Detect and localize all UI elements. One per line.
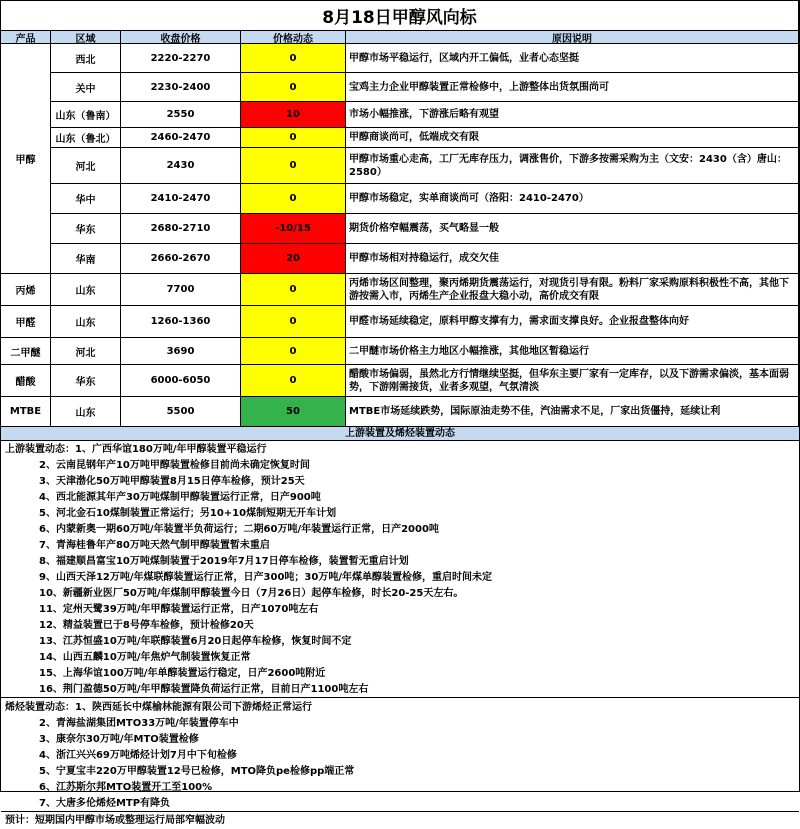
olefin-item-text: 1、陕西延长中煤榆林能源有限公司下游烯烃正常运行 — [75, 702, 312, 713]
row-change: 0 — [241, 128, 346, 148]
upstream-item-text: 1、广西华谊180万吨/年甲醇装置平稳运行 — [75, 444, 267, 455]
product-acetic-acid: 醋酸 — [1, 365, 51, 397]
header-change: 价格动态 — [241, 31, 346, 44]
row-change: 0 — [241, 184, 346, 214]
upstream-item: 10、新疆新业医厂50万吨/年煤制甲醇装置今日（7月26日）起停车检修，时长20-25天左右。 — [39, 588, 464, 599]
upstream-item: 3、天津渤化50万吨甲醇装置8月15日停车检修，预计25天 — [39, 476, 305, 487]
row-reason: 二甲醚市场价格主力地区小幅推涨，其他地区暂稳运行 — [346, 338, 799, 365]
olefin-item: 2、青海盐湖集团MTO33万吨/年装置停车中 — [39, 718, 239, 729]
upstream-item: 14、山西五麟10万吨/年焦炉气制装置恢复正常 — [39, 652, 251, 663]
row-change: 0 — [241, 338, 346, 365]
row-reason: 甲醇商谈尚可，低端成交有限 — [346, 128, 799, 148]
row-price: 6000-6050 — [121, 365, 241, 397]
row-change: 20 — [241, 244, 346, 274]
upstream-item: 5、河北金石10煤制装置正常运行；另10+10煤制短期无开车计划 — [39, 508, 337, 519]
row-region: 关中 — [51, 73, 121, 102]
row-change: 10 — [241, 102, 346, 128]
row-region: 山东（鲁南） — [51, 102, 121, 128]
product-methanol: 甲醇 — [1, 44, 51, 274]
row-reason: 期货价格窄幅震荡，买气略显一般 — [346, 214, 799, 244]
row-price: 2430 — [121, 148, 241, 184]
upstream-item: 9、山西天泽12万吨/年煤联醇装置运行正常，日产300吨；30万吨/年煤单醇装置检修，重启时间未定 — [39, 572, 492, 583]
row-change: 0 — [241, 148, 346, 184]
row-price: 2410-2470 — [121, 184, 241, 214]
row-region: 山东 — [51, 306, 121, 338]
row-change: 0 — [241, 306, 346, 338]
row-region: 华南 — [51, 244, 121, 274]
row-reason: MTBE市场延续跌势，国际原油走势不佳，汽油需求不足，厂家出货僵持，延续让利 — [346, 397, 799, 427]
row-price: 2550 — [121, 102, 241, 128]
upstream-item-label: 上游装置动态： — [5, 444, 75, 455]
row-region: 河北 — [51, 148, 121, 184]
row-region: 山东（鲁北） — [51, 128, 121, 148]
row-price: 5500 — [121, 397, 241, 427]
upstream-item: 11、定州天鹭39万吨/年甲醇装置运行正常，日产1070吨左右 — [39, 604, 319, 615]
upstream-item: 13、江苏恒盛10万吨/年联醇装置6月20日起停车检修，恢复时间不定 — [39, 636, 352, 647]
upstream-item: 2、云南昆钢年产10万吨甲醇装置检修目前尚未确定恢复时间 — [39, 460, 310, 471]
olefin-item-label: 烯烃装置动态： — [5, 702, 75, 713]
row-reason: 甲醇市场平稳运行，区域内开工偏低，业者心态坚挺 — [346, 44, 799, 73]
upstream-item: 4、西北能源其年产30万吨煤制甲醇装置运行正常，日产900吨 — [39, 492, 321, 503]
row-price: 7700 — [121, 274, 241, 306]
row-region: 山东 — [51, 397, 121, 427]
olefin-item — [1, 699, 799, 716]
olefin-item: 4、浙江兴兴69万吨烯烃计划7月中下旬检修 — [39, 750, 237, 761]
header-product: 产品 — [1, 31, 51, 44]
row-price: 2230-2400 — [121, 73, 241, 102]
row-price: 2220-2270 — [121, 44, 241, 73]
header-price: 收盘价格 — [121, 31, 241, 44]
row-region: 山东 — [51, 274, 121, 306]
forecast-text: 预计：短期国内甲醇市场或整理运行局部窄幅波动 — [5, 815, 225, 826]
section-title: 上游装置及烯烃装置动态 — [1, 427, 799, 441]
olefin-item: 7、大唐多伦烯烃MTP有降负 — [1, 795, 799, 812]
upstream-item: 7、青海桂鲁年产80万吨天然气制甲醇装置暂未重启 — [39, 540, 270, 551]
row-change: 50 — [241, 397, 346, 427]
olefin-item: 3、康奈尔30万吨/年MTO装置检修 — [39, 734, 199, 745]
page-title: 8月18日甲醇风向标 — [1, 1, 799, 31]
row-change: -10/15 — [241, 214, 346, 244]
header-region: 区域 — [51, 31, 121, 44]
row-price: 2680-2710 — [121, 214, 241, 244]
olefin-item: 5、宁夏宝丰220万甲醇装置12号已检修，MTO降负pe检修pp端正常 — [39, 766, 355, 777]
row-reason: 丙烯市场区间整理，聚丙烯期货震荡运行，对现货引导有限。粉料厂家采购原料积极性不高，其他下游按需入市，丙烯生产企业报盘大稳小动，高价成交有限 — [346, 274, 799, 306]
row-region: 河北 — [51, 338, 121, 365]
row-region: 华东 — [51, 365, 121, 397]
row-reason: 甲醛市场延续稳定，原料甲醇支撑有力，需求面支撑良好。企业报盘整体向好 — [346, 306, 799, 338]
upstream-item: 15、上海华谊100万吨/年单醇装置运行稳定，日产2600吨附近 — [39, 668, 326, 679]
row-reason: 甲醇市场相对持稳运行，成交欠佳 — [346, 244, 799, 274]
row-price: 2660-2670 — [121, 244, 241, 274]
row-reason: 甲醇市场重心走高，工厂无库存压力，调涨售价，下游多按需采购为主（文安：2430（含）唐山：2580） — [346, 148, 799, 184]
row-reason: 市场小幅推涨，下游涨后略有观望 — [346, 102, 799, 128]
row-reason: 甲醇市场稳定，实单商谈尚可（洛阳：2410-2470） — [346, 184, 799, 214]
row-price: 1260-1360 — [121, 306, 241, 338]
row-reason: 宝鸡主力企业甲醇装置正常检修中，上游整体出货氛围尚可 — [346, 73, 799, 102]
product-mtbe: MTBE — [1, 397, 51, 427]
row-reason: 醋酸市场偏弱，虽然北方行情继续坚挺，但华东主要厂家有一定库存，以及下游需求偏淡，基本面弱势，下游刚需接货，业者多观望，气氛清淡 — [346, 365, 799, 397]
row-change: 0 — [241, 274, 346, 306]
olefin-item: 6、江苏斯尔邦MTO装置开工至100% — [39, 782, 213, 793]
row-region: 华东 — [51, 214, 121, 244]
row-change: 0 — [241, 44, 346, 73]
row-price: 3690 — [121, 338, 241, 365]
row-change: 0 — [241, 365, 346, 397]
row-price: 2460-2470 — [121, 128, 241, 148]
product-propylene: 丙烯 — [1, 274, 51, 306]
upstream-item — [1, 441, 799, 458]
upstream-item: 16、荆门盈德50万吨/年甲醇装置降负荷运行正常，目前日产1100吨左右 — [1, 681, 799, 698]
header-reason: 原因说明 — [346, 31, 799, 44]
row-change: 0 — [241, 73, 346, 102]
upstream-item: 6、内蒙新奥一期60万吨/年装置半负荷运行；二期60万吨/年装置运行正常，日产2000吨 — [39, 524, 439, 535]
product-dme: 二甲醚 — [1, 338, 51, 365]
upstream-item: 8、福建顺昌富宝10万吨煤制装置于2019年7月17日停车检修，装置暂无重启计划 — [39, 556, 409, 567]
row-region: 西北 — [51, 44, 121, 73]
upstream-item: 12、精益装置已于8号停车检修，预计检修20天 — [39, 620, 254, 631]
product-formaldehyde: 甲醛 — [1, 306, 51, 338]
row-region: 华中 — [51, 184, 121, 214]
